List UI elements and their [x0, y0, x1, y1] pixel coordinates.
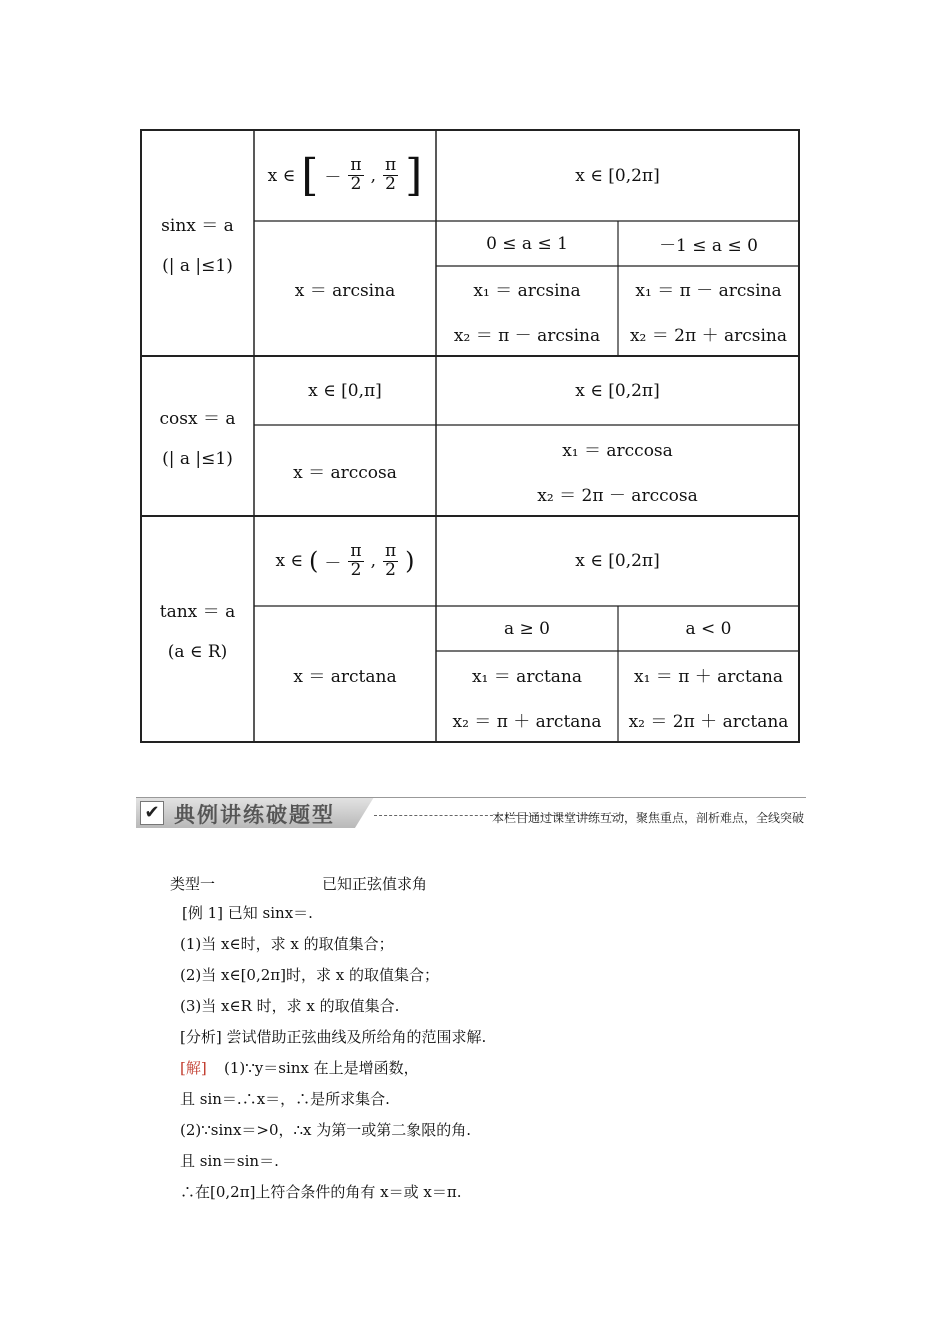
tan-case2-head: a < 0: [685, 618, 732, 639]
sin-condition: (| a |≤1): [162, 255, 233, 276]
tan-case1-x2: x₂ ＝ π ＋ arctana: [452, 711, 602, 732]
sin-case2-head: －1 ≤ a ≤ 0: [659, 236, 758, 256]
solution-step-2: 且 sin＝.∴x＝，∴是所求集合.: [180, 1090, 390, 1108]
tan-domain-close: ): [405, 547, 415, 575]
tan-domain-prefix: x ∈: [275, 551, 304, 571]
cos-principal-domain: x ∈ [0,π]: [308, 380, 382, 401]
analysis: [分析] 尝试借助正弦曲线及所给角的范围求解.: [180, 1028, 487, 1046]
example-heading: [例 1] 已知 sinx＝.: [182, 904, 313, 922]
solution-step-5: ∴在[0,2π]上符合条件的角有 x＝或 x＝π.: [180, 1183, 462, 1201]
tan-equation: tanx ＝ a: [159, 601, 236, 622]
sin-domain-comma: ,: [370, 165, 376, 186]
tan-case1-x1: x₁ ＝ arctana: [471, 666, 583, 687]
sin-principal-solution: x ＝ arcsina: [294, 281, 396, 301]
checkmark-icon: ✔: [140, 801, 164, 825]
cos-full-domain: x ∈ [0,2π]: [575, 380, 660, 401]
tan-equation-cell: [141, 516, 254, 742]
sin-domain-open: [: [301, 149, 319, 201]
sin-case1-solutions: [436, 266, 618, 356]
solution-tag: [解]: [180, 1059, 207, 1077]
tan-domain-minus: －: [324, 553, 342, 574]
cos-equation-cell: [141, 356, 254, 516]
sin-case1-x1: x₁ ＝ arcsina: [473, 281, 581, 301]
type-title: 已知正弦值求角: [322, 875, 428, 893]
question-1: (1)当 x∈时，求 x 的取值集合；: [180, 935, 394, 953]
sin-domain-frac-left: $\frac{\pi}{2}$: [350, 155, 362, 194]
tan-domain-open: (: [309, 547, 319, 575]
tan-principal-solution: x ＝ arctana: [293, 666, 397, 687]
tan-case1-head: a ≥ 0: [503, 618, 550, 639]
sin-full-domain: x ∈ [0,2π]: [575, 165, 660, 186]
sin-case2-x1: x₁ ＝ π － arcsina: [635, 281, 782, 301]
tan-domain-frac-left: $\frac{\pi}{2}$: [350, 540, 362, 580]
cos-full-x1: x₁ ＝ arccosa: [562, 440, 673, 461]
sin-domain-minus: －: [324, 168, 342, 188]
sin-domain-prefix: x ∈: [267, 165, 296, 186]
cos-equation: cosx ＝ a: [159, 408, 236, 429]
sin-case2-x2: x₂ ＝ 2π ＋ arcsina: [629, 326, 788, 346]
type-label: 类型一: [170, 875, 216, 893]
banner-note: 本栏目通过课堂讲练互动，聚焦重点，剖析难点，全线突破: [491, 811, 804, 825]
question-3: (3)当 x∈R 时，求 x 的取值集合.: [180, 997, 400, 1015]
tan-case2-solutions: [618, 651, 799, 742]
sin-case1-head: 0 ≤ a ≤ 1: [486, 233, 568, 254]
sin-equation-cell: [141, 130, 254, 356]
tan-case2-x1: x₁ ＝ π ＋ arctana: [633, 666, 784, 687]
solution-step-1: (1)∵y＝sinx 在上是增函数，: [224, 1059, 419, 1077]
sin-case2-solutions: [618, 266, 799, 356]
sin-case1-x2: x₂ ＝ π － arcsina: [453, 326, 601, 346]
cos-principal-solution: x ＝ arccosa: [293, 463, 397, 483]
tan-case2-x2: x₂ ＝ 2π ＋ arctana: [628, 711, 789, 732]
tan-domain-comma: ,: [370, 551, 376, 571]
sin-equation: sinx ＝ a: [161, 215, 234, 236]
cos-condition: (| a |≤1): [162, 448, 233, 469]
sin-principal-domain: [254, 130, 436, 221]
tan-domain-frac-right: $\frac{\pi}{2}$: [384, 540, 397, 580]
tan-full-domain: x ∈ [0,2π]: [575, 551, 660, 571]
section-banner: [136, 797, 806, 829]
solution-step-4: 且 sin＝sin＝.: [180, 1152, 279, 1170]
banner-title: 典例讲练破题型: [174, 803, 335, 827]
tan-condition: (a ∈ R): [167, 641, 228, 662]
tan-case1-solutions: [436, 651, 618, 742]
tan-principal-domain: [254, 516, 436, 606]
sin-domain-close: ]: [405, 149, 423, 201]
solution-step-3: (2)∵sinx＝>0，∴x 为第一或第二象限的角.: [180, 1121, 472, 1139]
question-2: (2)当 x∈[0,2π]时，求 x 的取值集合；: [180, 966, 439, 984]
cos-full-x2: x₂ ＝ 2π － arccosa: [537, 485, 698, 506]
cos-full-solutions: [436, 425, 799, 516]
sin-domain-frac-right: $\frac{\pi}{2}$: [384, 155, 397, 194]
